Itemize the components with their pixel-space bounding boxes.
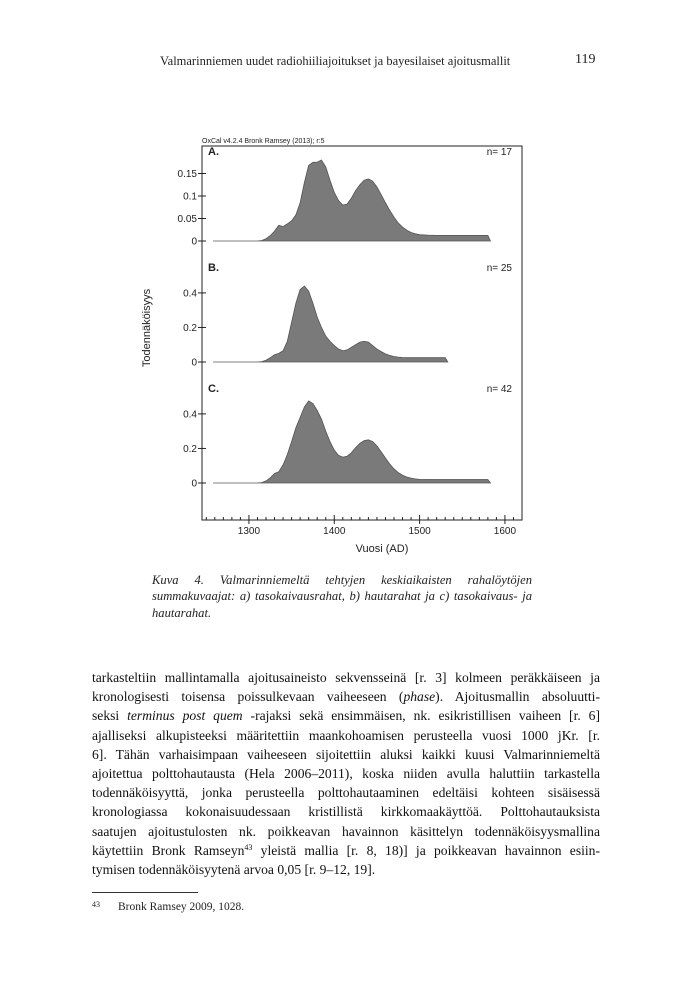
y-tick-label: 0.1 [183,191,197,203]
y-tick-label: 0 [191,478,197,490]
footnote-text: Bronk Ramsey 2009, 1028. [118,901,245,913]
y-tick-label: 0.2 [183,322,197,334]
body-text-segment: saatujen ajoitustulosten nk. poikkeavan havainnon käsittelyn todennäköisyysmallina [92,823,600,839]
figure-summed-probability-chart [130,128,550,568]
y-axis-title: Todennäköisyys [141,288,153,368]
body-line [92,802,600,821]
body-line [92,726,600,745]
body-text-segment: seksi [92,708,128,724]
footnote-number: 43 [92,900,100,909]
y-tick-label: 0 [191,236,197,248]
chart-svg [130,128,550,568]
body-text-segment: ajoitettua polttohautausta (Hela 2006–2011), koska niiden avulla haluttiin tarkastella [92,766,600,782]
running-title: Valmarinniemen uudet radiohiiliajoitukset ja bayesilaiset ajoitusmallit [160,54,511,68]
panel-label: B. [208,262,219,274]
panel-n-label: n= 42 [486,384,512,395]
y-tick-label: 0.4 [183,288,197,300]
y-tick-label: 0.15 [177,169,197,180]
x-tick-label: 1500 [408,526,431,537]
footnote [92,900,592,913]
body-text-segment: kronologiassa kokonaisuudessaan kristillistä kirkkomaakäyttöä. Polttohautauksista [92,804,600,820]
distribution-area-1 [213,160,490,241]
x-tick-label: 1400 [323,526,346,537]
body-text-segment: -rajaksi sekä ensimmäisen, nk. esikristillisen vaiheen [r. 6] [242,708,600,724]
body-line [92,841,600,860]
body-line [92,860,600,879]
body-line [92,783,600,802]
panel-n-label: n= 17 [486,147,512,158]
body-text-segment: ). Ajoitusmallin absoluutti- [435,689,600,705]
body-text-segment: käytettiin Bronk Ramseyn [92,842,245,858]
y-tick-label: 0.05 [177,214,197,225]
figure-caption: Kuva 4. Valmarinniemeltä tehtyjen keskiaikaisten rahalöytöjen summakuvaajat: a) tasokaivausrahat, b) hautarahat ja c) tasokaivaus- ja hautarahat. [152,573,532,620]
footnote-reference: 43 [244,842,253,852]
body-line [92,764,600,783]
x-tick-label: 1600 [493,526,517,537]
x-axis-title: Vuosi (AD) [355,543,409,555]
y-tick-label: 0 [191,357,197,369]
distribution-area-3 [213,401,490,483]
body-text-segment: kronologisesti toisensa poissulkevaan vaiheeseen ( [92,689,404,705]
body-line [92,687,600,706]
body-line [92,745,600,764]
italic-term: phase [403,689,436,705]
body-line [92,706,600,725]
distribution-area-2 [213,286,448,362]
y-tick-label: 0.4 [183,409,197,421]
body-text-segment: tarkasteltiin mallintamalla ajoitusaineisto sekvensseinä [r. 3] kolmeen peräkkäiseen ja [92,670,600,685]
panel-label: A. [208,146,219,158]
x-tick-label: 1300 [237,526,261,537]
page-number: 119 [575,52,596,67]
body-paragraph [92,668,600,879]
italic-term: terminus post quem [127,708,243,724]
chart-attribution: OxCal v4.2.4 Bronk Ramsey (2013); r:5 [202,138,325,145]
panel-label: C. [208,383,219,395]
footnote-rule [92,892,198,893]
y-tick-label: 0.2 [183,443,197,455]
body-text-segment: yleistä mallia [r. 8, 18)] ja poikkeavan havainnon esiin- [252,842,600,858]
body-text-segment: ajalliseksi alkupisteeksi määritettiin maankohoamisen perusteella vuosi 1000 jKr. [r. [92,727,600,743]
body-text-segment: tymisen todennäköisyytenä arvoa 0,05 [r. 9–12, 19]. [92,862,376,878]
body-line [92,668,600,687]
body-line [92,822,600,841]
body-text-segment: 6]. Tähän varhaisimpaan vaiheeseen sijoitettiin aluksi kaikki kuusi Valmarinniemeltä [92,746,600,762]
body-text-segment: todennäköisyyttä, jonka perusteella polttohautaaminen edeltäisi kohteen sisäisessä [92,785,600,801]
panel-n-label: n= 25 [486,263,512,274]
